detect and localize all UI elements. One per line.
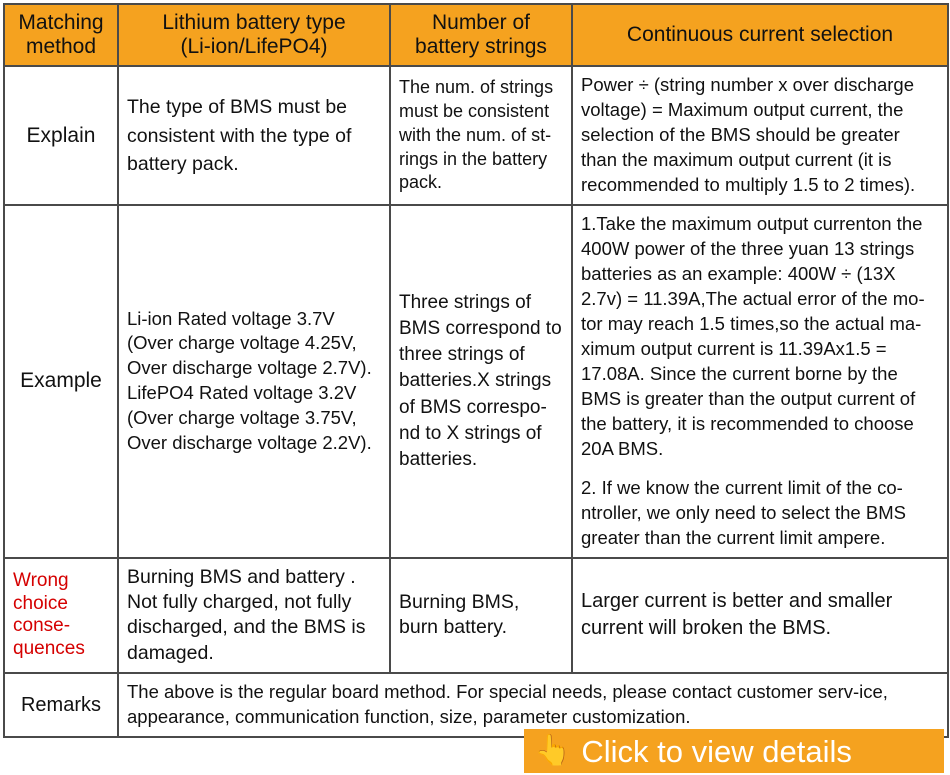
column-header-battery-strings xyxy=(390,4,572,66)
example-battery-strings: Three strings of BMS correspond to three strings of batteries.X strings of BMS correspo-nd to X strings of batteries. xyxy=(390,205,572,558)
click-to-view-details-button[interactable] xyxy=(524,729,944,773)
wrong-battery-strings: Burning BMS, burn battery. xyxy=(390,558,572,673)
wrong-continuous-current: Larger current is better and smaller current will broken the BMS. xyxy=(572,558,948,673)
example-battery-type: Li-ion Rated voltage 3.7V (Over charge voltage 4.25V, Over discharge voltage 2.7V). LifePO4 Rated voltage 3.2V (Over charge voltage 3.75V, Over discharge voltage 2.2V). xyxy=(118,205,390,558)
example-current-paragraph-1: 1.Take the maximum output currenton the 400W power of the three yuan 13 strings batteries as an example: 400W ÷ (13X 2.7v) = 11.39A,The actual error of the mo-tor may reach 1.5 times,so the actual ma-ximum output current is 11.39Ax1.5 = 17.08A. Since the current borne by the BMS is greater than the output current of the battery, it is recommended to choose 20A BMS. xyxy=(581,213,925,459)
row-label-explain: Explain xyxy=(4,66,118,205)
column-header-continuous-current: Continuous current selection xyxy=(572,4,948,66)
explain-continuous-current: Power ÷ (string number x over discharge voltage) = Maximum output current, the selection of the BMS should be greater than the maximum output current (it is recommended to multiply 1.5 to 2 times). xyxy=(572,66,948,205)
table-header-row xyxy=(4,4,948,66)
column-header-battery-type-line1: Lithium battery type xyxy=(162,11,346,34)
row-label-wrong-line3: conse- xyxy=(13,615,71,637)
table-row-example xyxy=(4,205,948,558)
table-header xyxy=(4,4,948,66)
cta-area xyxy=(0,729,950,775)
explain-battery-type: The type of BMS must be consistent with the type of battery pack. xyxy=(118,66,390,205)
row-label-remarks: Remarks xyxy=(4,673,118,737)
column-header-matching-method-line2: method xyxy=(25,35,97,59)
column-header-battery-strings-line2: battery strings xyxy=(415,35,547,59)
row-label-wrong-line4: quences xyxy=(13,638,85,660)
click-to-view-details-label: Click to view details xyxy=(581,733,852,769)
row-label-wrong-line1: Wrong xyxy=(13,569,69,591)
example-continuous-current xyxy=(572,205,948,558)
table-row-remarks xyxy=(4,673,948,737)
table-row-wrong-choice xyxy=(4,558,948,673)
wrong-battery-type: Burning BMS and battery . Not fully charged, not fully discharged, and the BMS is damaged. xyxy=(118,558,390,673)
column-header-matching-method xyxy=(4,4,118,66)
column-header-battery-strings-line1: Number of xyxy=(431,11,531,34)
bms-matching-table xyxy=(3,3,949,738)
explain-battery-strings: The num. of strings must be consistent with the num. of st-rings in the battery pack. xyxy=(390,66,572,205)
column-header-battery-type-line2: (Li-ion/LifePO4) xyxy=(180,35,328,59)
table-row-explain xyxy=(4,66,948,205)
column-header-matching-method-line1: Matching xyxy=(18,11,104,34)
column-header-battery-type xyxy=(118,4,390,66)
page-root xyxy=(0,3,950,775)
row-label-wrong-line2: choice xyxy=(13,592,68,614)
row-label-example: Example xyxy=(4,205,118,558)
table-body xyxy=(4,66,948,737)
pointing-hand-icon: 👆 xyxy=(534,734,572,767)
remarks-text: The above is the regular board method. For special needs, please contact customer serv-ice, appearance, communication function, size, parameter customization. xyxy=(118,673,948,737)
row-label-wrong-choice-consequences xyxy=(4,558,118,673)
example-current-paragraph-2: 2. If we know the current limit of the co-ntroller, we only need to select the BMS greater than the current limit ampere. xyxy=(581,476,906,548)
